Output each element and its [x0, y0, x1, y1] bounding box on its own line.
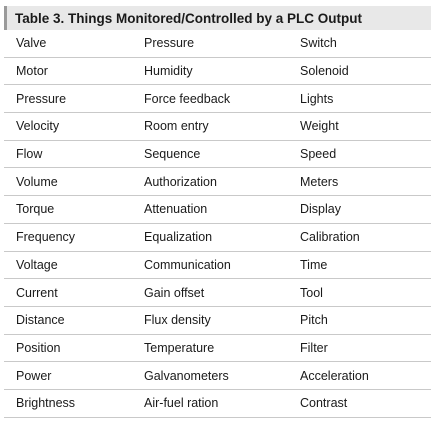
table-row: [4, 307, 431, 335]
table-row: [4, 390, 431, 418]
table-row: [4, 141, 431, 169]
table-cell: Volume: [16, 174, 58, 189]
table-row: [4, 196, 431, 224]
table-row: [4, 85, 431, 113]
table-cell: Tool: [300, 285, 323, 300]
table-cell: Speed: [300, 147, 337, 162]
table-row: [4, 58, 431, 86]
table-cell: Temperature: [144, 340, 215, 355]
table-cell: Sequence: [144, 147, 201, 162]
table-cell: Position: [16, 340, 61, 355]
table-row: [4, 224, 431, 252]
table-cell: Pressure: [144, 36, 195, 51]
table-cell: Authorization: [144, 174, 217, 189]
table-cell: Communication: [144, 257, 231, 272]
table-cell: Display: [300, 202, 341, 217]
table-cell: Room entry: [144, 119, 209, 134]
table-cell: Flow: [16, 147, 43, 162]
table-cell: Humidity: [144, 64, 193, 79]
table-cell: Voltage: [16, 257, 58, 272]
table-cell: Distance: [16, 313, 65, 328]
table-row: [4, 30, 431, 58]
table-cell: Time: [300, 257, 328, 272]
table-cell: Air-fuel ration: [144, 396, 219, 411]
table-cell: Frequency: [16, 230, 76, 245]
table-cell: Meters: [300, 174, 339, 189]
table-cell: Valve: [16, 36, 47, 51]
table-title: Table 3. Things Monitored/Controlled by a PLC Output: [15, 10, 362, 26]
table-cell: Brightness: [16, 396, 76, 411]
table-body: [4, 30, 431, 418]
table-cell: Pitch: [300, 313, 328, 328]
table-cell: Contrast: [300, 396, 348, 411]
table-cell: Force feedback: [144, 91, 231, 106]
table-cell: Calibration: [300, 230, 360, 245]
table-cell: Weight: [300, 119, 339, 134]
table-row: [4, 252, 431, 280]
table-cell: Flux density: [144, 313, 211, 328]
table-cell: Current: [16, 285, 58, 300]
table-row: [4, 113, 431, 141]
table-cell: Velocity: [16, 119, 60, 134]
table-cell: Gain offset: [144, 285, 205, 300]
table-row: [4, 335, 431, 363]
table-title-bar: [4, 6, 431, 30]
table-cell: Filter: [300, 340, 328, 355]
table-cell: Switch: [300, 36, 337, 51]
table-row: [4, 279, 431, 307]
table-cell: Lights: [300, 91, 334, 106]
table-cell: Power: [16, 368, 52, 383]
table-cell: Equalization: [144, 230, 213, 245]
table-cell: Motor: [16, 64, 48, 79]
table-cell: Galvanometers: [144, 368, 229, 383]
table-cell: Attenuation: [144, 202, 208, 217]
table-row: [4, 168, 431, 196]
table-cell: Torque: [16, 202, 55, 217]
table-row: [4, 362, 431, 390]
table-cell: Pressure: [16, 91, 67, 106]
table-cell: Acceleration: [300, 368, 369, 383]
table-cell: Solenoid: [300, 64, 349, 79]
